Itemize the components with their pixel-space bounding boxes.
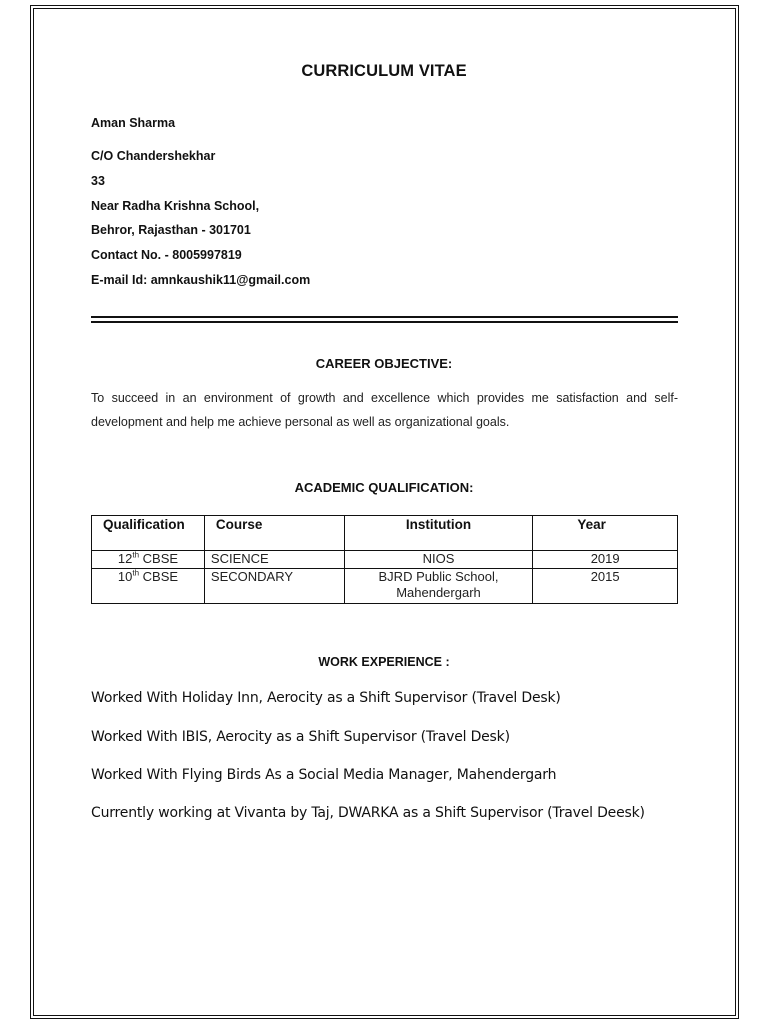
cell-course: SCIENCE — [204, 551, 344, 569]
column-header-qualification: Qualification — [92, 516, 205, 551]
cell-year: 2015 — [533, 569, 678, 604]
table-row — [92, 569, 678, 604]
contact-phone: Contact No. - 8005997819 — [91, 248, 242, 262]
cell-qualification: 12th CBSE — [92, 551, 205, 569]
contact-address-line-3: Near Radha Krishna School, — [91, 199, 260, 213]
divider-rule-bottom — [91, 321, 678, 323]
work-experience-item: Worked With Holiday Inn, Aerocity as a Shift Supervisor (Travel Desk) — [91, 690, 561, 706]
work-experience-item: Currently working at Vivanta by Taj, DWARKA as a Shift Supervisor (Travel Deesk) — [91, 805, 645, 821]
column-header-year: Year — [533, 516, 678, 551]
divider-rule-top — [91, 316, 678, 318]
table-row — [92, 551, 678, 569]
cell-course: SECONDARY — [204, 569, 344, 604]
table-header-row — [92, 516, 678, 551]
contact-name: Aman Sharma — [91, 116, 176, 130]
contact-address-line-4: Behror, Rajasthan - 301701 — [91, 223, 251, 237]
contact-email: E-mail Id: amnkaushik11@gmail.com — [91, 273, 311, 287]
work-experience-heading: WORK EXPERIENCE : — [318, 655, 450, 669]
work-experience-item: Worked With IBIS, Aerocity as a Shift Supervisor (Travel Desk) — [91, 729, 510, 745]
contact-address-line-2: 33 — [91, 174, 105, 188]
academic-qualification-table — [91, 515, 678, 604]
cell-qualification: 10th CBSE — [92, 569, 205, 604]
column-header-institution: Institution — [344, 516, 533, 551]
career-objective-heading: CAREER OBJECTIVE: — [315, 356, 453, 371]
academic-qualification-heading: ACADEMIC QUALIFICATION: — [294, 480, 474, 495]
career-objective-text: To succeed in an environment of growth and excellence which provides me satisfaction and self-development and help me achieve personal as well as organizational goals. — [91, 391, 678, 429]
contact-address-line-1: C/O Chandershekhar — [91, 149, 216, 163]
cell-institution: NIOS — [344, 551, 533, 569]
work-experience-item: Worked With Flying Birds As a Social Media Manager, Mahendergarh — [91, 767, 557, 783]
cell-institution: BJRD Public School, Mahendergarh — [344, 569, 533, 604]
cell-year: 2019 — [533, 551, 678, 569]
column-header-course: Course — [204, 516, 344, 551]
document-title: CURRICULUM VITAE — [301, 62, 467, 80]
